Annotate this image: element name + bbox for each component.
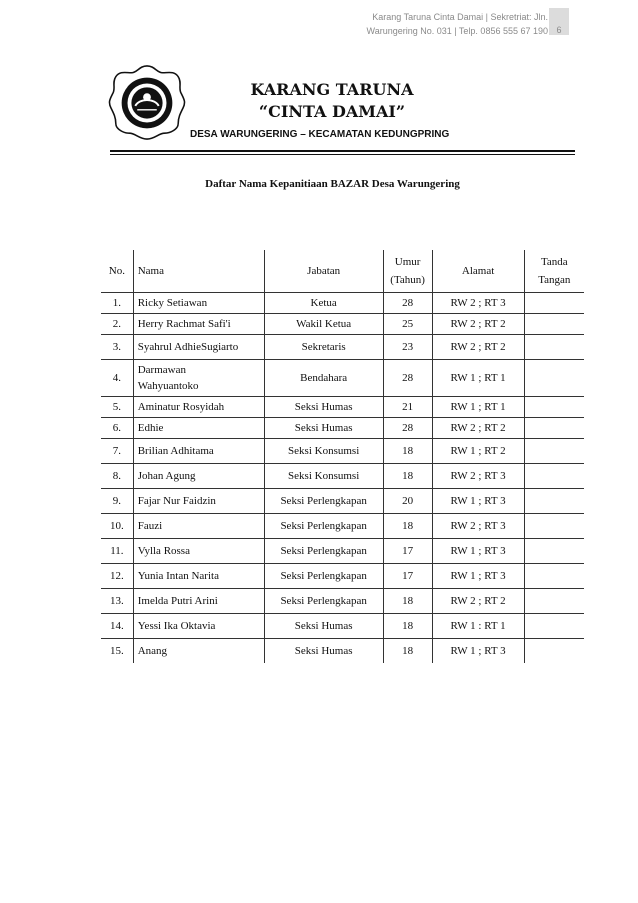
cell-jabatan: Seksi Konsumsi xyxy=(264,438,383,463)
cell-alamat: RW 1 ; RT 1 xyxy=(432,359,524,396)
cell-tanda-tangan xyxy=(524,638,584,663)
cell-umur: 17 xyxy=(383,563,432,588)
cell-nama: Brilian Adhitama xyxy=(133,438,264,463)
cell-nama-line1: Darmawan xyxy=(137,363,186,376)
cell-jabatan: Seksi Perlengkapan xyxy=(264,538,383,563)
cell-no: 8. xyxy=(112,469,121,482)
cell-alamat: RW 2 ; RT 3 xyxy=(432,513,524,538)
header-ttd-line1: Tanda xyxy=(540,255,568,268)
cell-nama: Fauzi xyxy=(133,513,264,538)
cell-alamat: RW 2 ; RT 2 xyxy=(432,313,524,334)
cell-nama: Syahrul AdhieSugiarto xyxy=(133,334,264,359)
cell-nama: Aminatur Rosyidah xyxy=(133,396,264,417)
cell-nama: Johan Agung xyxy=(133,463,264,488)
cell-no: 11. xyxy=(110,544,124,557)
table-row xyxy=(101,313,584,334)
cell-nama: Vylla Rossa xyxy=(133,538,264,563)
cell-umur: 18 xyxy=(383,438,432,463)
cell-nama: Yunia Intan Narita xyxy=(133,563,264,588)
cell-no: 6. xyxy=(112,421,121,434)
cell-no: 5. xyxy=(112,400,121,413)
cell-tanda-tangan xyxy=(524,563,584,588)
header-no: No. xyxy=(101,250,133,292)
cell-alamat: RW 2 ; RT 3 xyxy=(432,463,524,488)
cell-nama: Ricky Setiawan xyxy=(133,292,264,313)
cell-umur: 18 xyxy=(383,638,432,663)
cell-alamat: RW 1 ; RT 1 xyxy=(432,396,524,417)
cell-jabatan: Seksi Humas xyxy=(264,396,383,417)
organization-location: DESA WARUNGERING – KECAMATAN KEDUNGPRING xyxy=(190,129,450,140)
karang-taruna-logo xyxy=(108,62,186,142)
cell-nama: Imelda Putri Arini xyxy=(133,588,264,613)
cell-jabatan: Bendahara xyxy=(264,359,383,396)
cell-tanda-tangan xyxy=(524,313,584,334)
page-number: 6 xyxy=(549,8,569,35)
cell-tanda-tangan xyxy=(524,513,584,538)
table-row xyxy=(101,588,584,613)
committee-table xyxy=(101,250,584,663)
table-row xyxy=(101,359,584,396)
cell-no: 3. xyxy=(112,340,121,353)
cell-jabatan: Seksi Perlengkapan xyxy=(264,513,383,538)
cell-alamat: RW 1 : RT 1 xyxy=(432,613,524,638)
cell-tanda-tangan xyxy=(524,359,584,396)
cell-umur: 21 xyxy=(383,396,432,417)
cell-jabatan: Seksi Humas xyxy=(264,638,383,663)
cell-umur: 17 xyxy=(383,538,432,563)
cell-tanda-tangan xyxy=(524,463,584,488)
cell-nama: Fajar Nur Faidzin xyxy=(133,488,264,513)
cell-umur: 18 xyxy=(383,513,432,538)
table-row xyxy=(101,396,584,417)
table-row xyxy=(101,463,584,488)
header-umur-line1: Umur xyxy=(394,255,421,268)
cell-no: 9. xyxy=(112,494,121,507)
cell-alamat: RW 2 ; RT 2 xyxy=(432,588,524,613)
cell-nama: Yessi Ika Oktavia xyxy=(133,613,264,638)
cell-jabatan: Wakil Ketua xyxy=(264,313,383,334)
cell-no: 15. xyxy=(109,644,124,657)
cell-jabatan: Ketua xyxy=(264,292,383,313)
cell-umur: 18 xyxy=(383,463,432,488)
table-row xyxy=(101,292,584,313)
table-row xyxy=(101,563,584,588)
cell-nama: Edhie xyxy=(133,417,264,438)
cell-jabatan: Seksi Humas xyxy=(264,613,383,638)
cell-jabatan: Seksi Perlengkapan xyxy=(264,488,383,513)
cell-nama: Herry Rachmat Safi'i xyxy=(133,313,264,334)
cell-alamat: RW 1 ; RT 3 xyxy=(432,538,524,563)
header-tanda-tangan xyxy=(524,250,584,292)
header-line-2: Warungering No. 031 | Telp. 0856 555 67 190 xyxy=(366,26,548,36)
cell-no: 13. xyxy=(109,594,124,607)
cell-jabatan: Seksi Perlengkapan xyxy=(264,563,383,588)
cell-tanda-tangan xyxy=(524,292,584,313)
table-row xyxy=(101,417,584,438)
document-title: Daftar Nama Kepanitiaan BAZAR Desa Warungering xyxy=(205,178,460,190)
cell-alamat: RW 1 ; RT 3 xyxy=(432,563,524,588)
header-divider-thin xyxy=(110,154,575,155)
header-divider-thick xyxy=(110,150,575,152)
cell-umur: 18 xyxy=(383,588,432,613)
header-umur xyxy=(383,250,432,292)
cell-alamat: RW 2 ; RT 2 xyxy=(432,417,524,438)
table-row xyxy=(101,638,584,663)
cell-umur: 23 xyxy=(383,334,432,359)
cell-alamat: RW 2 ; RT 3 xyxy=(432,292,524,313)
header-nama: Nama xyxy=(133,250,264,292)
table-row xyxy=(101,334,584,359)
header-ttd-line2: Tangan xyxy=(538,273,571,286)
cell-umur: 25 xyxy=(383,313,432,334)
header-line-1: Karang Taruna Cinta Damai | Sekretriat: Jln. xyxy=(372,12,548,22)
cell-umur: 28 xyxy=(383,417,432,438)
organization-name: KARANG TARUNA xyxy=(250,80,414,99)
cell-umur: 20 xyxy=(383,488,432,513)
cell-jabatan: Seksi Konsumsi xyxy=(264,463,383,488)
cell-tanda-tangan xyxy=(524,588,584,613)
cell-umur: 28 xyxy=(383,292,432,313)
cell-alamat: RW 1 ; RT 3 xyxy=(432,488,524,513)
cell-no: 4. xyxy=(112,371,121,384)
cell-tanda-tangan xyxy=(524,396,584,417)
cell-no: 14. xyxy=(109,619,124,632)
cell-umur: 18 xyxy=(383,613,432,638)
cell-jabatan: Seksi Humas xyxy=(264,417,383,438)
cell-no: 12. xyxy=(109,569,124,582)
cell-nama-line2: Wahyuantoko xyxy=(137,379,199,392)
cell-tanda-tangan xyxy=(524,613,584,638)
cell-tanda-tangan xyxy=(524,334,584,359)
cell-tanda-tangan xyxy=(524,488,584,513)
organization-subtitle: “CINTA DAMAI” xyxy=(258,102,406,121)
cell-tanda-tangan xyxy=(524,417,584,438)
header-alamat: Alamat xyxy=(432,250,524,292)
table-row xyxy=(101,538,584,563)
cell-jabatan: Seksi Perlengkapan xyxy=(264,588,383,613)
cell-no: 7. xyxy=(112,444,121,457)
table-header-row xyxy=(101,250,584,292)
cell-no: 2. xyxy=(112,317,121,330)
header-jabatan: Jabatan xyxy=(264,250,383,292)
cell-umur: 28 xyxy=(383,359,432,396)
cell-alamat: RW 1 ; RT 3 xyxy=(432,638,524,663)
page-header-info xyxy=(328,10,548,38)
cell-tanda-tangan xyxy=(524,538,584,563)
cell-nama xyxy=(133,359,264,396)
table-row xyxy=(101,613,584,638)
cell-alamat: RW 2 ; RT 2 xyxy=(432,334,524,359)
table-row xyxy=(101,513,584,538)
cell-jabatan: Sekretaris xyxy=(264,334,383,359)
cell-no: 10. xyxy=(109,519,124,532)
header-umur-line2: (Tahun) xyxy=(390,273,425,286)
cell-tanda-tangan xyxy=(524,438,584,463)
cell-no: 1. xyxy=(112,296,121,309)
cell-nama: Anang xyxy=(133,638,264,663)
cell-alamat: RW 1 ; RT 2 xyxy=(432,438,524,463)
table-row xyxy=(101,488,584,513)
table-row xyxy=(101,438,584,463)
